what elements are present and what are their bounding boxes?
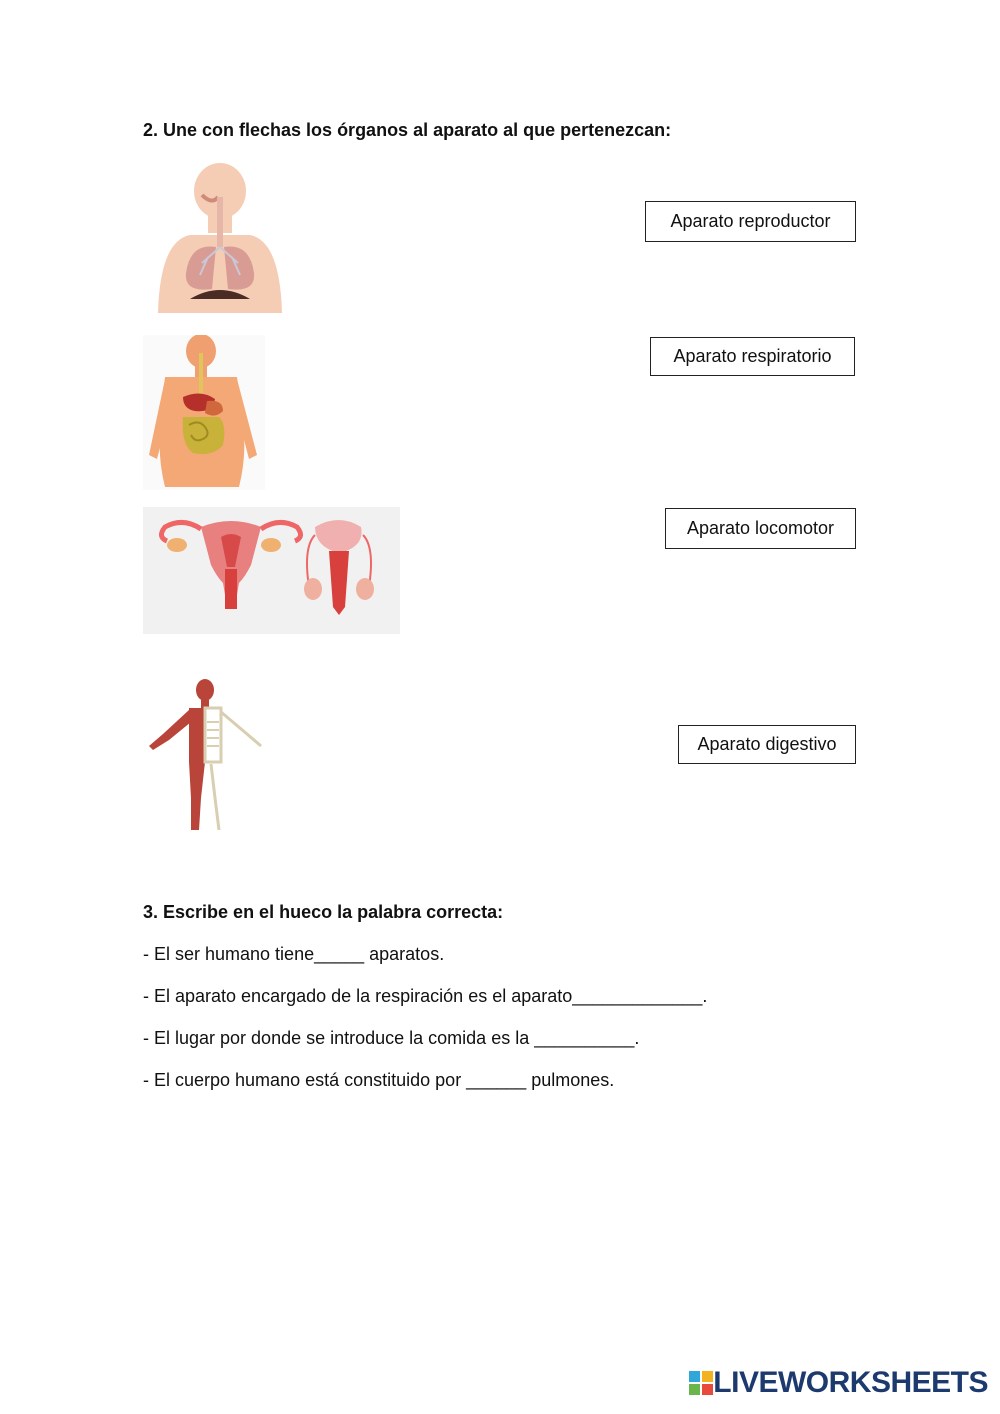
label-box-locomotor: Aparato locomotor [665,508,856,549]
liveworksheets-logo [689,1366,988,1400]
sentence-1: - El ser humano tiene_____ aparatos. [143,944,445,964]
exercise-2-heading: 2. Une con flechas los órganos al aparato al que pertenezcan: [143,120,672,140]
label-box-respiratorio: Aparato respiratorio [650,337,855,376]
liveworksheets-logo-text: LIVEWORKSHEETS [713,1366,988,1399]
exercise-3-heading: 3. Escribe en el hueco la palabra correcta: [143,902,504,922]
sentence-4: - El cuerpo humano está constituido por ______ pulmones. [143,1070,615,1090]
liveworksheets-logo-icon [689,1371,713,1395]
locomotor-system-illustration [143,678,268,838]
reproductive-system-illustration [143,507,400,634]
label-box-digestivo: Aparato digestivo [678,725,856,764]
sentence-2: - El aparato encargado de la respiración es el aparato_____________. [143,986,708,1006]
label-box-reproductor: Aparato reproductor [645,201,856,242]
sentence-3: - El lugar por donde se introduce la comida es la __________. [143,1028,640,1048]
respiratory-system-illustration [150,163,290,313]
digestive-system-illustration [143,335,265,490]
